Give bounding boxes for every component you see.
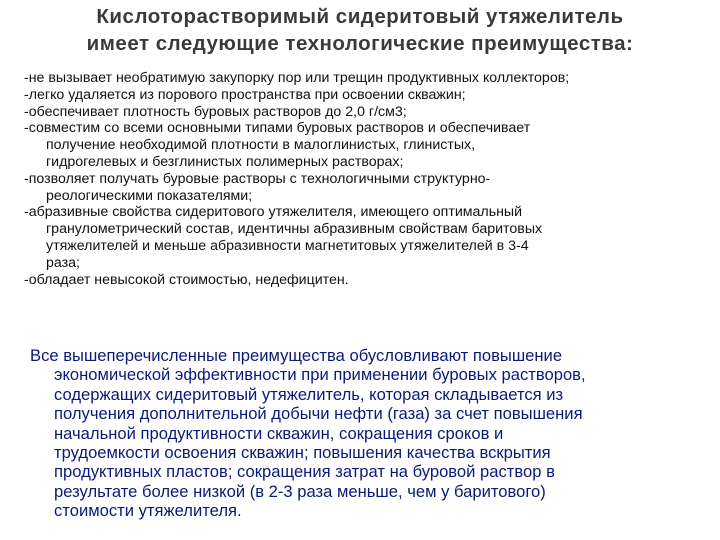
advantage-item [24,120,714,170]
advantage-line: -совместим со всеми основными типами буровых растворов и обеспечивает [24,120,531,137]
summary-line: экономической эффективности при применении буровых растворов, [54,365,586,385]
summary-line: результате более низкой (в 2-3 раза меньше, чем у баритового) [54,481,546,501]
title-line-2: имеет следующие технологические преимущества: [86,32,634,55]
advantage-item [24,87,714,104]
advantage-item [24,272,714,289]
advantage-line: получение необходимой плотности в малоглинистых, глинистых, [46,137,476,154]
advantage-item [24,171,714,205]
summary-line: стоимости утяжелителя. [54,501,242,521]
advantage-item [24,70,714,87]
summary-line: получения дополнительной добычи нефти (газа) за счет повышения [54,404,583,424]
advantage-line: раза; [46,254,80,271]
advantage-line: реологическими показателями; [46,187,253,204]
advantage-line: -легко удаляется из порового пространства при освоении скважин; [24,86,466,103]
advantage-line: -позволяет получать буровые растворы с технологичными структурно- [24,170,491,187]
advantage-line: -абразивные свойства сидеритового утяжелителя, имеющего оптимальный [24,204,523,221]
advantage-item [24,104,714,121]
summary-line: начальной продуктивности скважин, сокращения сроков и [54,423,504,443]
title-line-1: Кислоторастворимый сидеритовый утяжелитель [96,5,624,28]
summary-line: продуктивных пластов; сокращения затрат на буровой раствор в [54,462,555,482]
slide-title [0,3,720,57]
summary-line: Все вышеперечисленные преимущества обусловливают повышение [30,346,563,365]
summary-paragraph [30,346,710,521]
summary-line: трудоемкости освоения скважин; повышения качества вскрытия [54,443,551,463]
advantage-line: гидрогелевых и безглинистых полимерных растворах; [46,153,404,170]
advantages-list [24,70,714,288]
advantage-line: гранулометрический состав, идентичны абразивным свойствам баритовых [46,221,543,238]
advantage-line: -обеспечивает плотность буровых растворов до 2,0 г/см3; [24,103,407,120]
advantage-line: утяжелителей и меньше абразивности магнетитовых утяжелителей в 3-4 [46,237,529,254]
advantage-line: -обладает невысокой стоимостью, недефицитен. [24,271,349,288]
advantage-item [24,204,714,271]
summary-line: содержащих сидеритовый утяжелитель, которая складывается из [54,384,564,404]
advantage-line: -не вызывает необратимую закупорку пор или трещин продуктивных коллекторов; [24,70,570,86]
